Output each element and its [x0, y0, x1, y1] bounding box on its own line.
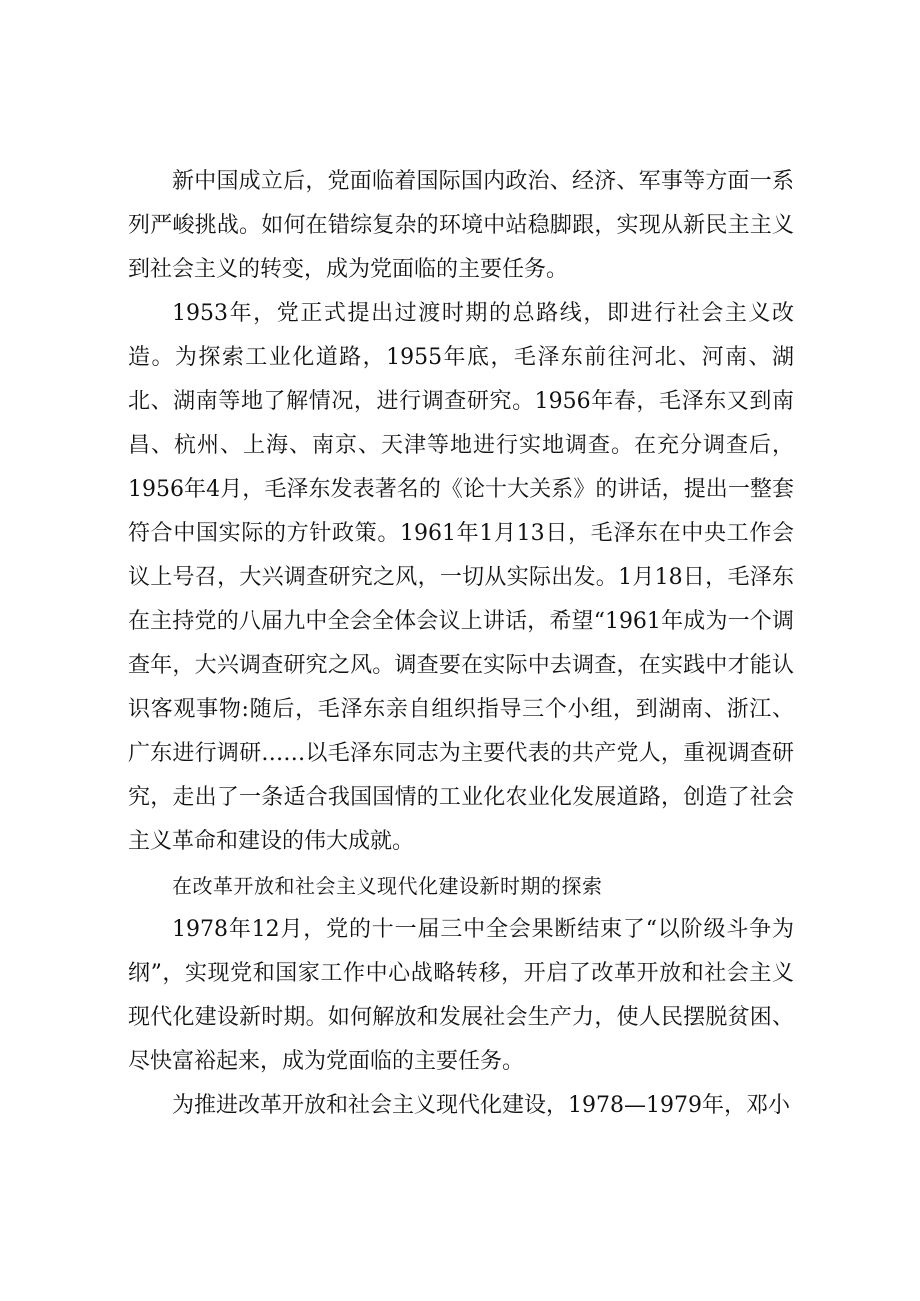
paragraph-founding-challenges: 新中国成立后，党面临着国际国内政治、经济、军事等方面一系列严峻挑战。如何在错综复杂的环境中站稳脚跟，实现从新民主主义到社会主义的转变，成为党面临的主要任务。: [128, 169, 794, 282]
paragraph-third-plenum: 1978年12月，党的十一届三中全会果断结束了“以阶级斗争为纲”，实现党和国家工作中心战略转移，开启了改革开放和社会主义现代化建设新时期。如何解放和发展社会生产力，使人民摆脱贫困、尽快富裕起来，成为党面临的主要任务。: [128, 917, 794, 1074]
paragraph-transition-investigation: 1953年，党正式提出过渡时期的总路线，即进行社会主义改造。为探索工业化道路，1955年底，毛泽东前往河北、河南、湖北、湖南等地了解情况，进行调查研究。1956年春，毛泽东又到南昌、杭州、上海、南京、天津等地进行实地调查。在充分调查后，1956年4月，毛泽东发表著名的《论十大关系》的讲话，提出一整套符合中国实际的方针政策。1961年1月13日，毛泽东在中央工作会议上号召，大兴调查研究之风，一切从实际出发。1月18日，毛泽东在主持党的八届九中全会全体会议上讲话，希望“1961年成为一个调查年，大兴调查研究之风。调查要在实际中去调查，在实践中才能认识客观事物:随后，毛泽东亲自组织指导三个小组，到湖南、浙江、广东进行调研……以毛泽东同志为主要代表的共产党人，重视调查研究，走出了一条适合我国国情的工业化农业化发展道路，创造了社会主义革命和建设的伟大成就。: [128, 301, 794, 854]
paragraph-reform-promotion: 为推进改革开放和社会主义现代化建设，1978—1979年，邓小: [172, 1093, 790, 1118]
document-body: [128, 160, 794, 1128]
section-heading-reform-era: 在改革开放和社会主义现代化建设新时期的探索: [172, 874, 603, 898]
